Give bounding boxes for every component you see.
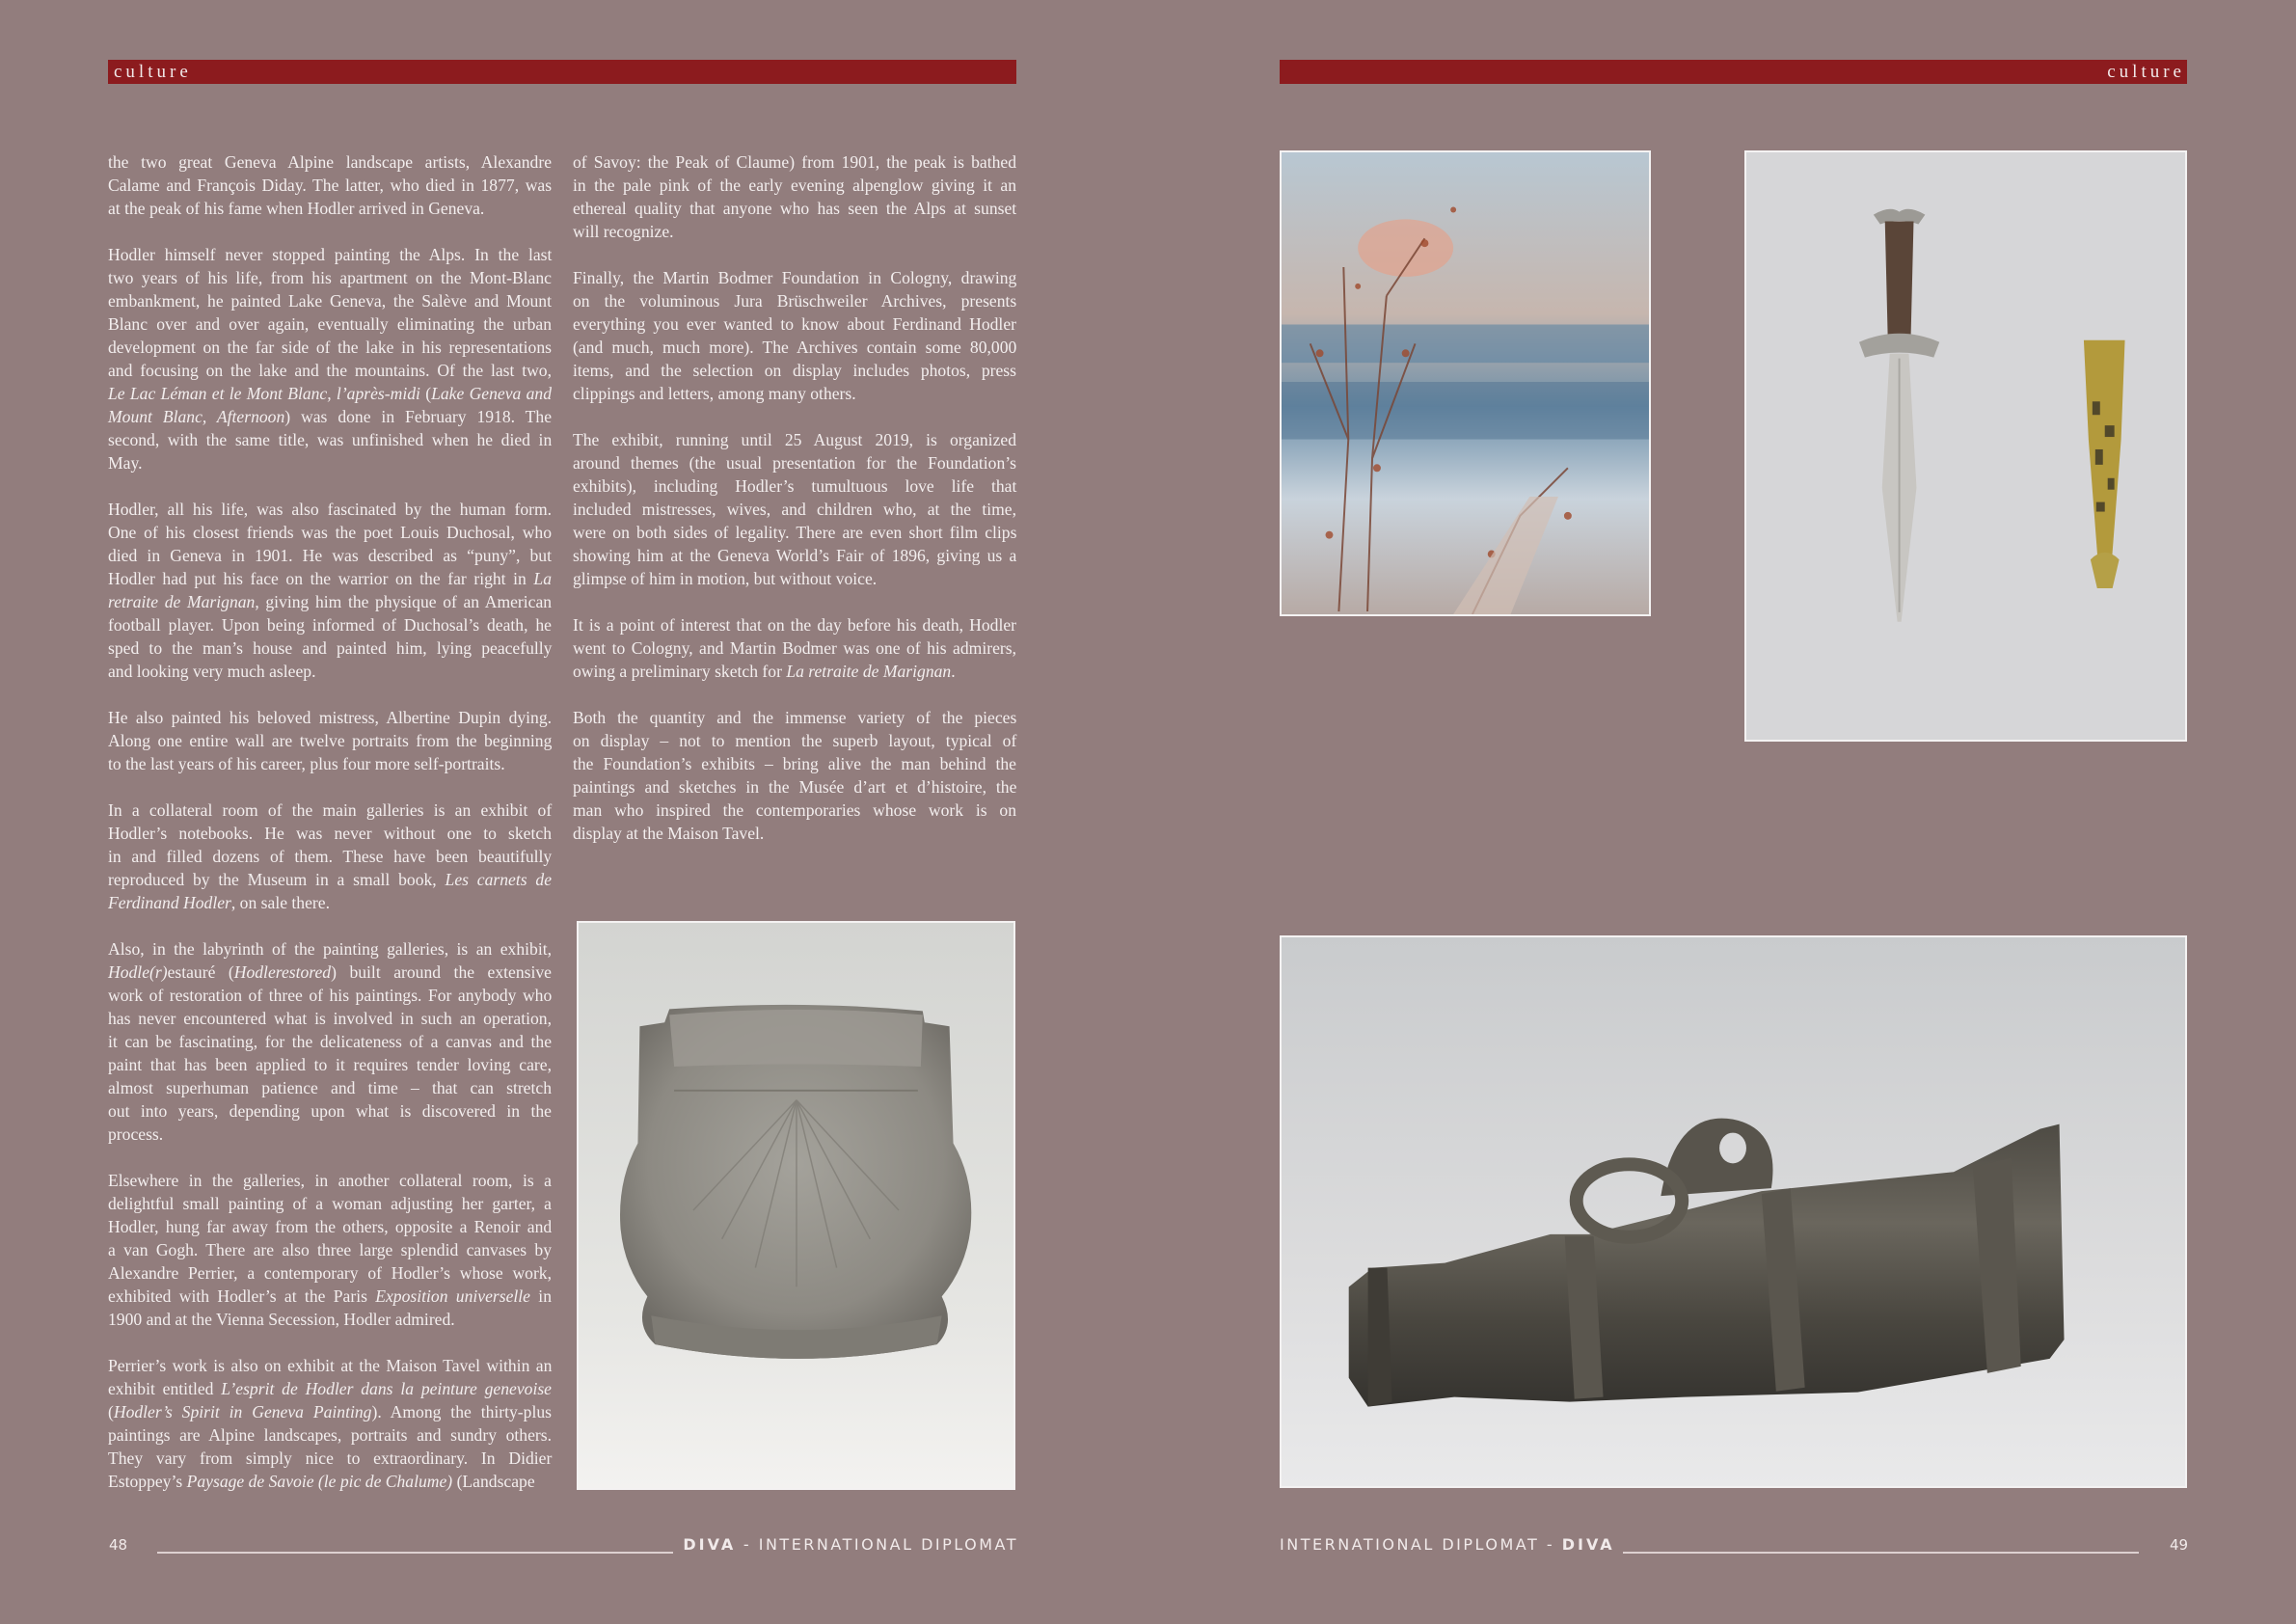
text-segment: glimpse of him in motion, but without voice.	[573, 569, 878, 588]
italic-title: Hodler’s Spirit in Geneva Painting	[113, 1402, 372, 1421]
footer-masthead-right	[1280, 1535, 1615, 1554]
text-line	[108, 1261, 552, 1285]
text-line	[573, 752, 1016, 775]
text-line	[573, 706, 1016, 729]
text-line	[573, 474, 1016, 498]
text-segment: died in Geneva in 1901. He was described as “puny”, but	[108, 546, 552, 565]
text-segment: process.	[108, 1124, 164, 1144]
text-line	[108, 150, 552, 174]
text-segment: exhibited with Hodler’s at the Paris	[108, 1286, 376, 1306]
text-line	[108, 1030, 552, 1053]
text-line	[108, 798, 552, 822]
text-segment: at the peak of his fame when Hodler arrived in Geneva.	[108, 199, 485, 218]
text-line	[573, 266, 1016, 289]
text-segment: Hodler himself never stopped painting the Alps. In the last	[108, 245, 553, 264]
article-paragraph	[573, 150, 1016, 243]
italic-title: Mount Blanc, Afternoon	[108, 407, 285, 426]
text-segment: , giving him the physique of an American	[255, 592, 553, 611]
text-line	[108, 451, 552, 474]
winter-landscape-illustration	[1282, 152, 1649, 614]
text-line	[108, 961, 552, 984]
section-label: culture	[114, 62, 192, 82]
text-line	[573, 521, 1016, 544]
text-line	[573, 498, 1016, 521]
article-paragraph	[108, 937, 552, 1146]
text-segment: around themes (the usual presentation for the Foundation’s	[573, 453, 1016, 473]
text-segment: Alexandre Perrier, a contemporary of Hodler’s whose work,	[108, 1263, 552, 1283]
text-segment: Finally, the Martin Bodmer Foundation in Cologny, drawing	[573, 268, 1017, 287]
page-number-right: 49	[2170, 1536, 2189, 1554]
article-paragraph	[108, 798, 552, 914]
text-line	[108, 1215, 552, 1238]
text-line	[108, 1308, 552, 1331]
italic-title: Paysage de Savoie (le pic de Chalume)	[186, 1472, 453, 1491]
text-segment: sped to the man’s house and painted him, lying peacefully	[108, 638, 553, 658]
text-line	[108, 544, 552, 567]
text-segment: exhibit entitled	[108, 1379, 222, 1398]
text-segment: display at the Maison Tavel.	[573, 824, 765, 843]
section-bar-right	[1280, 60, 2187, 84]
text-segment: Hodler, all his life, was also fascinated by the human form.	[108, 500, 553, 519]
text-segment: In a collateral room of the main galleries is an exhibit of	[108, 800, 553, 820]
text-line	[573, 359, 1016, 382]
text-line	[108, 243, 552, 266]
text-line	[573, 312, 1016, 336]
publication-name: INTERNATIONAL DIPLOMAT	[1280, 1535, 1540, 1554]
text-segment: Hodler, hung far away from the others, opposite a Renoir and	[108, 1217, 553, 1236]
text-line	[108, 1447, 552, 1470]
cannon-illustration	[1282, 937, 2185, 1486]
text-line	[108, 822, 552, 845]
text-line	[108, 868, 552, 891]
text-line	[108, 567, 552, 590]
text-segment: The exhibit, running until 25 August 2019, is organized	[573, 430, 1016, 449]
text-segment: (and much, much more). The Archives contain some 80,000	[573, 338, 1017, 357]
text-segment: ) was done in February 1918. The	[284, 407, 552, 426]
text-segment: went to Cologny, and Martin Bodmer was one of his admirers,	[573, 638, 1016, 658]
text-segment: Perrier’s work is also on exhibit at the Maison Tavel within an	[108, 1356, 553, 1375]
italic-title: Ferdinand Hodler	[108, 893, 231, 912]
text-segment: second, with the same title, was unfinished when he died in	[108, 430, 553, 449]
text-line	[108, 1285, 552, 1308]
italic-title: Le Lac Léman et le Mont Blanc, l’après-midi	[108, 384, 420, 403]
text-segment: in the pale pink of the early evening alpenglow giving it an	[573, 176, 1016, 195]
article-paragraph	[108, 706, 552, 775]
italic-title: Hodlerestored	[233, 962, 332, 982]
text-line	[573, 798, 1016, 822]
text-line	[108, 289, 552, 312]
text-line	[573, 544, 1016, 567]
article-paragraph	[108, 150, 552, 220]
article-paragraph	[573, 428, 1016, 590]
article-paragraph	[108, 1169, 552, 1331]
photo-dagger-and-sheath	[1744, 150, 2187, 742]
text-line	[108, 382, 552, 405]
text-segment: Hodler’s notebooks. He was never without one to sketch	[108, 824, 552, 843]
text-line	[108, 521, 552, 544]
text-line	[573, 729, 1016, 752]
text-segment: items, and the selection on display includes photos, press	[573, 361, 1016, 380]
text-segment: Estoppey’s	[108, 1472, 187, 1491]
italic-title: Hodle(r)	[108, 962, 168, 982]
text-line	[108, 1053, 552, 1076]
text-line	[573, 150, 1016, 174]
text-segment: in	[530, 1286, 552, 1306]
italic-title: La	[533, 569, 552, 588]
text-line	[108, 1099, 552, 1123]
separator: -	[1539, 1535, 1562, 1554]
italic-title: Lake Geneva and	[431, 384, 553, 403]
photo-landscape-painting	[1280, 150, 1651, 616]
text-segment: work of restoration of three of his paintings. For anybody who	[108, 986, 553, 1005]
text-segment: out into years, depending upon what is discovered in the	[108, 1101, 552, 1121]
text-line	[108, 1400, 552, 1423]
text-line	[108, 428, 552, 451]
text-segment: almost superhuman patience and time – that can stretch	[108, 1078, 552, 1097]
footer-rule-right	[1623, 1552, 2139, 1554]
section-label: culture	[2107, 62, 2185, 82]
text-segment: showing him at the Geneva World’s Fair of 1896, giving us a	[573, 546, 1017, 565]
text-line	[108, 498, 552, 521]
article-paragraph	[108, 1354, 552, 1493]
text-segment: included mistresses, wives, and children who, at the time,	[573, 500, 1016, 519]
text-segment: and focusing on the lake and the mountains. Of the last two,	[108, 361, 552, 380]
text-line	[108, 1377, 552, 1400]
text-segment: 1900 and at the Vienna Secession, Hodler admired.	[108, 1310, 455, 1329]
page-number-left: 48	[109, 1536, 128, 1554]
text-segment: Elsewhere in the galleries, in another collateral room, is a	[108, 1171, 552, 1190]
text-segment: it can be fascinating, for the delicateness of a canvas and the	[108, 1032, 552, 1051]
brand-name: DIVA	[683, 1535, 737, 1554]
italic-title: La retraite de Marignan	[786, 662, 952, 681]
article-paragraph	[573, 266, 1016, 405]
text-line	[108, 937, 552, 961]
text-segment: in and filled dozens of them. These have been beautifully	[108, 847, 553, 866]
text-segment: .	[951, 662, 956, 681]
text-line	[108, 1354, 552, 1377]
text-segment: on the voluminous Jura Brüschweiler Archives, presents	[573, 291, 1017, 311]
text-segment: to the last years of his career, plus four more self-portraits.	[108, 754, 505, 773]
text-line	[108, 984, 552, 1007]
photo-breastplate	[577, 921, 1015, 1490]
article-paragraph	[108, 498, 552, 683]
publication-name: INTERNATIONAL DIPLOMAT	[758, 1535, 1018, 1554]
section-bar-left	[108, 60, 1016, 84]
text-segment: reproduced by the Museum in a small book,	[108, 870, 446, 889]
text-segment: two years of his life, from his apartment on the Mont-Blanc	[108, 268, 552, 287]
text-segment: paintings and sketches in the Musée d’art et d’histoire, the	[573, 777, 1017, 797]
text-line	[108, 1423, 552, 1447]
text-line	[108, 312, 552, 336]
text-line	[573, 660, 1016, 683]
text-segment: paint that has been applied to it requires tender loving care,	[108, 1055, 552, 1074]
text-line	[108, 1192, 552, 1215]
text-segment: clippings and letters, among many others.	[573, 384, 856, 403]
text-segment: owing a preliminary sketch for	[573, 662, 787, 681]
text-segment: He also painted his beloved mistress, Albertine Dupin dying.	[108, 708, 553, 727]
text-segment: , on sale there.	[230, 893, 330, 912]
italic-title: L’esprit de Hodler dans la peinture genevoise	[221, 1379, 552, 1398]
text-segment: One of his closest friends was the poet Louis Duchosal, who	[108, 523, 552, 542]
text-segment: were on both sides of legality. There are even short film clips	[573, 523, 1017, 542]
text-segment: delightful small painting of a woman adjusting her garter, a	[108, 1194, 552, 1213]
text-line	[108, 636, 552, 660]
text-line	[573, 289, 1016, 312]
text-line	[573, 451, 1016, 474]
text-segment: on display – not to mention the superb layout, typical of	[573, 731, 1017, 750]
article-paragraph	[108, 243, 552, 474]
text-line	[108, 1470, 552, 1493]
text-line	[573, 613, 1016, 636]
brand-name: DIVA	[1561, 1535, 1615, 1554]
text-segment: the Foundation’s exhibits – bring alive the man behind the	[573, 754, 1016, 773]
text-segment: Blanc over and over again, eventually eliminating the urban	[108, 314, 552, 334]
text-line	[108, 1007, 552, 1030]
text-line	[108, 174, 552, 197]
text-segment: of Savoy: the Peak of Claume) from 1901, the peak is bathed	[573, 152, 1016, 172]
text-segment: everything you ever wanted to know about Ferdinand Hodler	[573, 314, 1016, 334]
text-segment: paintings are Alpine landscapes, portraits and sundry others.	[108, 1425, 552, 1445]
text-line	[108, 891, 552, 914]
text-segment: exhibits), including Hodler’s tumultuous love life that	[573, 476, 1017, 496]
text-line	[108, 706, 552, 729]
text-segment: May.	[108, 453, 143, 473]
text-segment: ) built around the extensive	[331, 962, 552, 982]
article-paragraph	[573, 706, 1016, 845]
text-segment: has never encountered what is involved in such an operation,	[108, 1009, 552, 1028]
text-line	[108, 1169, 552, 1192]
text-line	[108, 1238, 552, 1261]
article-column-1	[108, 150, 552, 1516]
text-line	[573, 428, 1016, 451]
italic-title: retraite de Marignan	[108, 592, 256, 611]
text-segment: ). Among the thirty-plus	[371, 1402, 552, 1421]
text-line	[108, 752, 552, 775]
article-column-2	[573, 150, 1016, 868]
italic-title: Les carnets de	[445, 870, 553, 889]
text-line	[573, 636, 1016, 660]
text-segment: Both the quantity and the immense variety of the pieces	[573, 708, 1017, 727]
text-segment: Along one entire wall are twelve portraits from the beginning	[108, 731, 553, 750]
text-segment: (	[108, 1402, 114, 1421]
text-segment: estauré (	[167, 962, 234, 982]
text-segment: embankment, he painted Lake Geneva, the Salève and Mount	[108, 291, 552, 311]
footer-masthead-left	[683, 1535, 1018, 1554]
text-segment: Hodler had put his face on the warrior on the far right in	[108, 569, 534, 588]
text-line	[108, 266, 552, 289]
text-segment: It is a point of interest that on the day before his death, Hodler	[573, 615, 1016, 635]
text-line	[573, 822, 1016, 845]
text-segment: and looking very much asleep.	[108, 662, 316, 681]
text-segment: Calame and François Diday. The latter, who died in 1877, was	[108, 176, 553, 195]
text-line	[108, 1076, 552, 1099]
text-segment: (Landscape	[452, 1472, 535, 1491]
photo-cannon-barrel	[1280, 935, 2187, 1488]
text-line	[108, 845, 552, 868]
text-line	[573, 174, 1016, 197]
footer-rule-left	[157, 1552, 673, 1554]
text-line	[108, 729, 552, 752]
separator: -	[736, 1535, 759, 1554]
text-line	[108, 590, 552, 613]
breastplate-illustration	[579, 923, 1013, 1488]
text-line	[108, 660, 552, 683]
text-line	[573, 775, 1016, 798]
dagger-illustration	[1746, 152, 2185, 740]
text-segment: will recognize.	[573, 222, 674, 241]
text-line	[573, 567, 1016, 590]
italic-title: Exposition universelle	[375, 1286, 530, 1306]
article-paragraph	[573, 613, 1016, 683]
text-line	[573, 382, 1016, 405]
text-segment: man who inspired the contemporaries whose work is on	[573, 800, 1016, 820]
text-segment: They vary from simply nice to extraordinary. In Didier	[108, 1448, 553, 1468]
text-segment: ethereal quality that anyone who has seen the Alps at sunset	[573, 199, 1017, 218]
text-segment: (	[419, 384, 432, 403]
text-segment: Also, in the labyrinth of the painting galleries, is an exhibit,	[108, 939, 552, 959]
text-segment: development on the far side of the lake in his representations	[108, 338, 552, 357]
text-line	[573, 197, 1016, 220]
text-line	[573, 220, 1016, 243]
text-line	[108, 1123, 552, 1146]
text-segment: football player. Upon being informed of Duchosal’s death, he	[108, 615, 552, 635]
text-line	[108, 336, 552, 359]
text-segment: the two great Geneva Alpine landscape artists, Alexandre	[108, 152, 552, 172]
text-line	[573, 336, 1016, 359]
text-line	[108, 613, 552, 636]
text-line	[108, 405, 552, 428]
text-line	[108, 197, 552, 220]
text-segment: a van Gogh. There are also three large splendid canvases by	[108, 1240, 552, 1259]
text-line	[108, 359, 552, 382]
